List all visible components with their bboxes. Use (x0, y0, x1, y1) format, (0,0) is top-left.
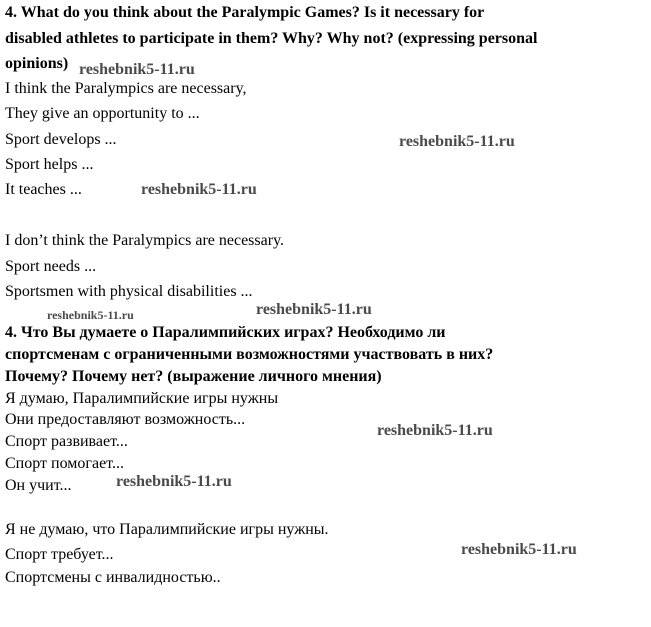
english-line-8: Sportsmen with physical disabilities ... (5, 283, 253, 300)
watermark: reshebnik5-11.ru (79, 61, 195, 78)
watermark: reshebnik5-11.ru (47, 308, 134, 322)
russian-line-1: Я думаю, Паралимпийские игры нужны (5, 390, 279, 407)
english-line-2: They give an opportunity to ... (5, 105, 200, 122)
english-line-3: Sport develops ... (5, 131, 117, 148)
russian-heading-line-3: Почему? Почему нет? (выражение личного мнения) (5, 368, 382, 385)
watermark: reshebnik5-11.ru (377, 422, 493, 439)
russian-line-3: Спорт развивает... (5, 433, 128, 450)
english-line-5: It teaches ... (5, 181, 82, 198)
russian-line-5: Он учит... (5, 477, 72, 494)
english-heading-line-2: disabled athletes to participate in them? Why? Why not? (expressing personal (5, 30, 538, 47)
english-line-1: I think the Paralympics are necessary, (5, 80, 247, 97)
russian-line-8: Спортсмены с инвалидностью.. (5, 569, 221, 586)
watermark: reshebnik5-11.ru (461, 541, 577, 558)
english-line-4: Sport helps ... (5, 156, 94, 173)
russian-line-7: Спорт требует... (5, 546, 114, 563)
watermark: reshebnik5-11.ru (399, 133, 515, 150)
english-line-6: I don’t think the Paralympics are necessary. (5, 232, 285, 249)
russian-line-2: Они предоставляют возможность... (5, 411, 246, 428)
russian-heading-line-1: 4. Что Вы думаете о Паралимпийских играх? Необходимо ли (5, 324, 446, 341)
english-line-7: Sport needs ... (5, 258, 97, 275)
russian-line-6: Я не думаю, что Паралимпийские игры нужны. (5, 521, 329, 538)
english-heading-line-3: opinions) (5, 55, 69, 72)
watermark: reshebnik5-11.ru (116, 473, 232, 490)
watermark: reshebnik5-11.ru (141, 181, 257, 198)
russian-line-4: Спорт помогает... (5, 455, 124, 472)
watermark: reshebnik5-11.ru (256, 301, 372, 318)
russian-heading-line-2: спортсменам с ограниченными возможностями участвовать в них? (5, 346, 494, 363)
english-heading-line-1: 4. What do you think about the Paralympic Games? Is it necessary for (5, 4, 485, 21)
